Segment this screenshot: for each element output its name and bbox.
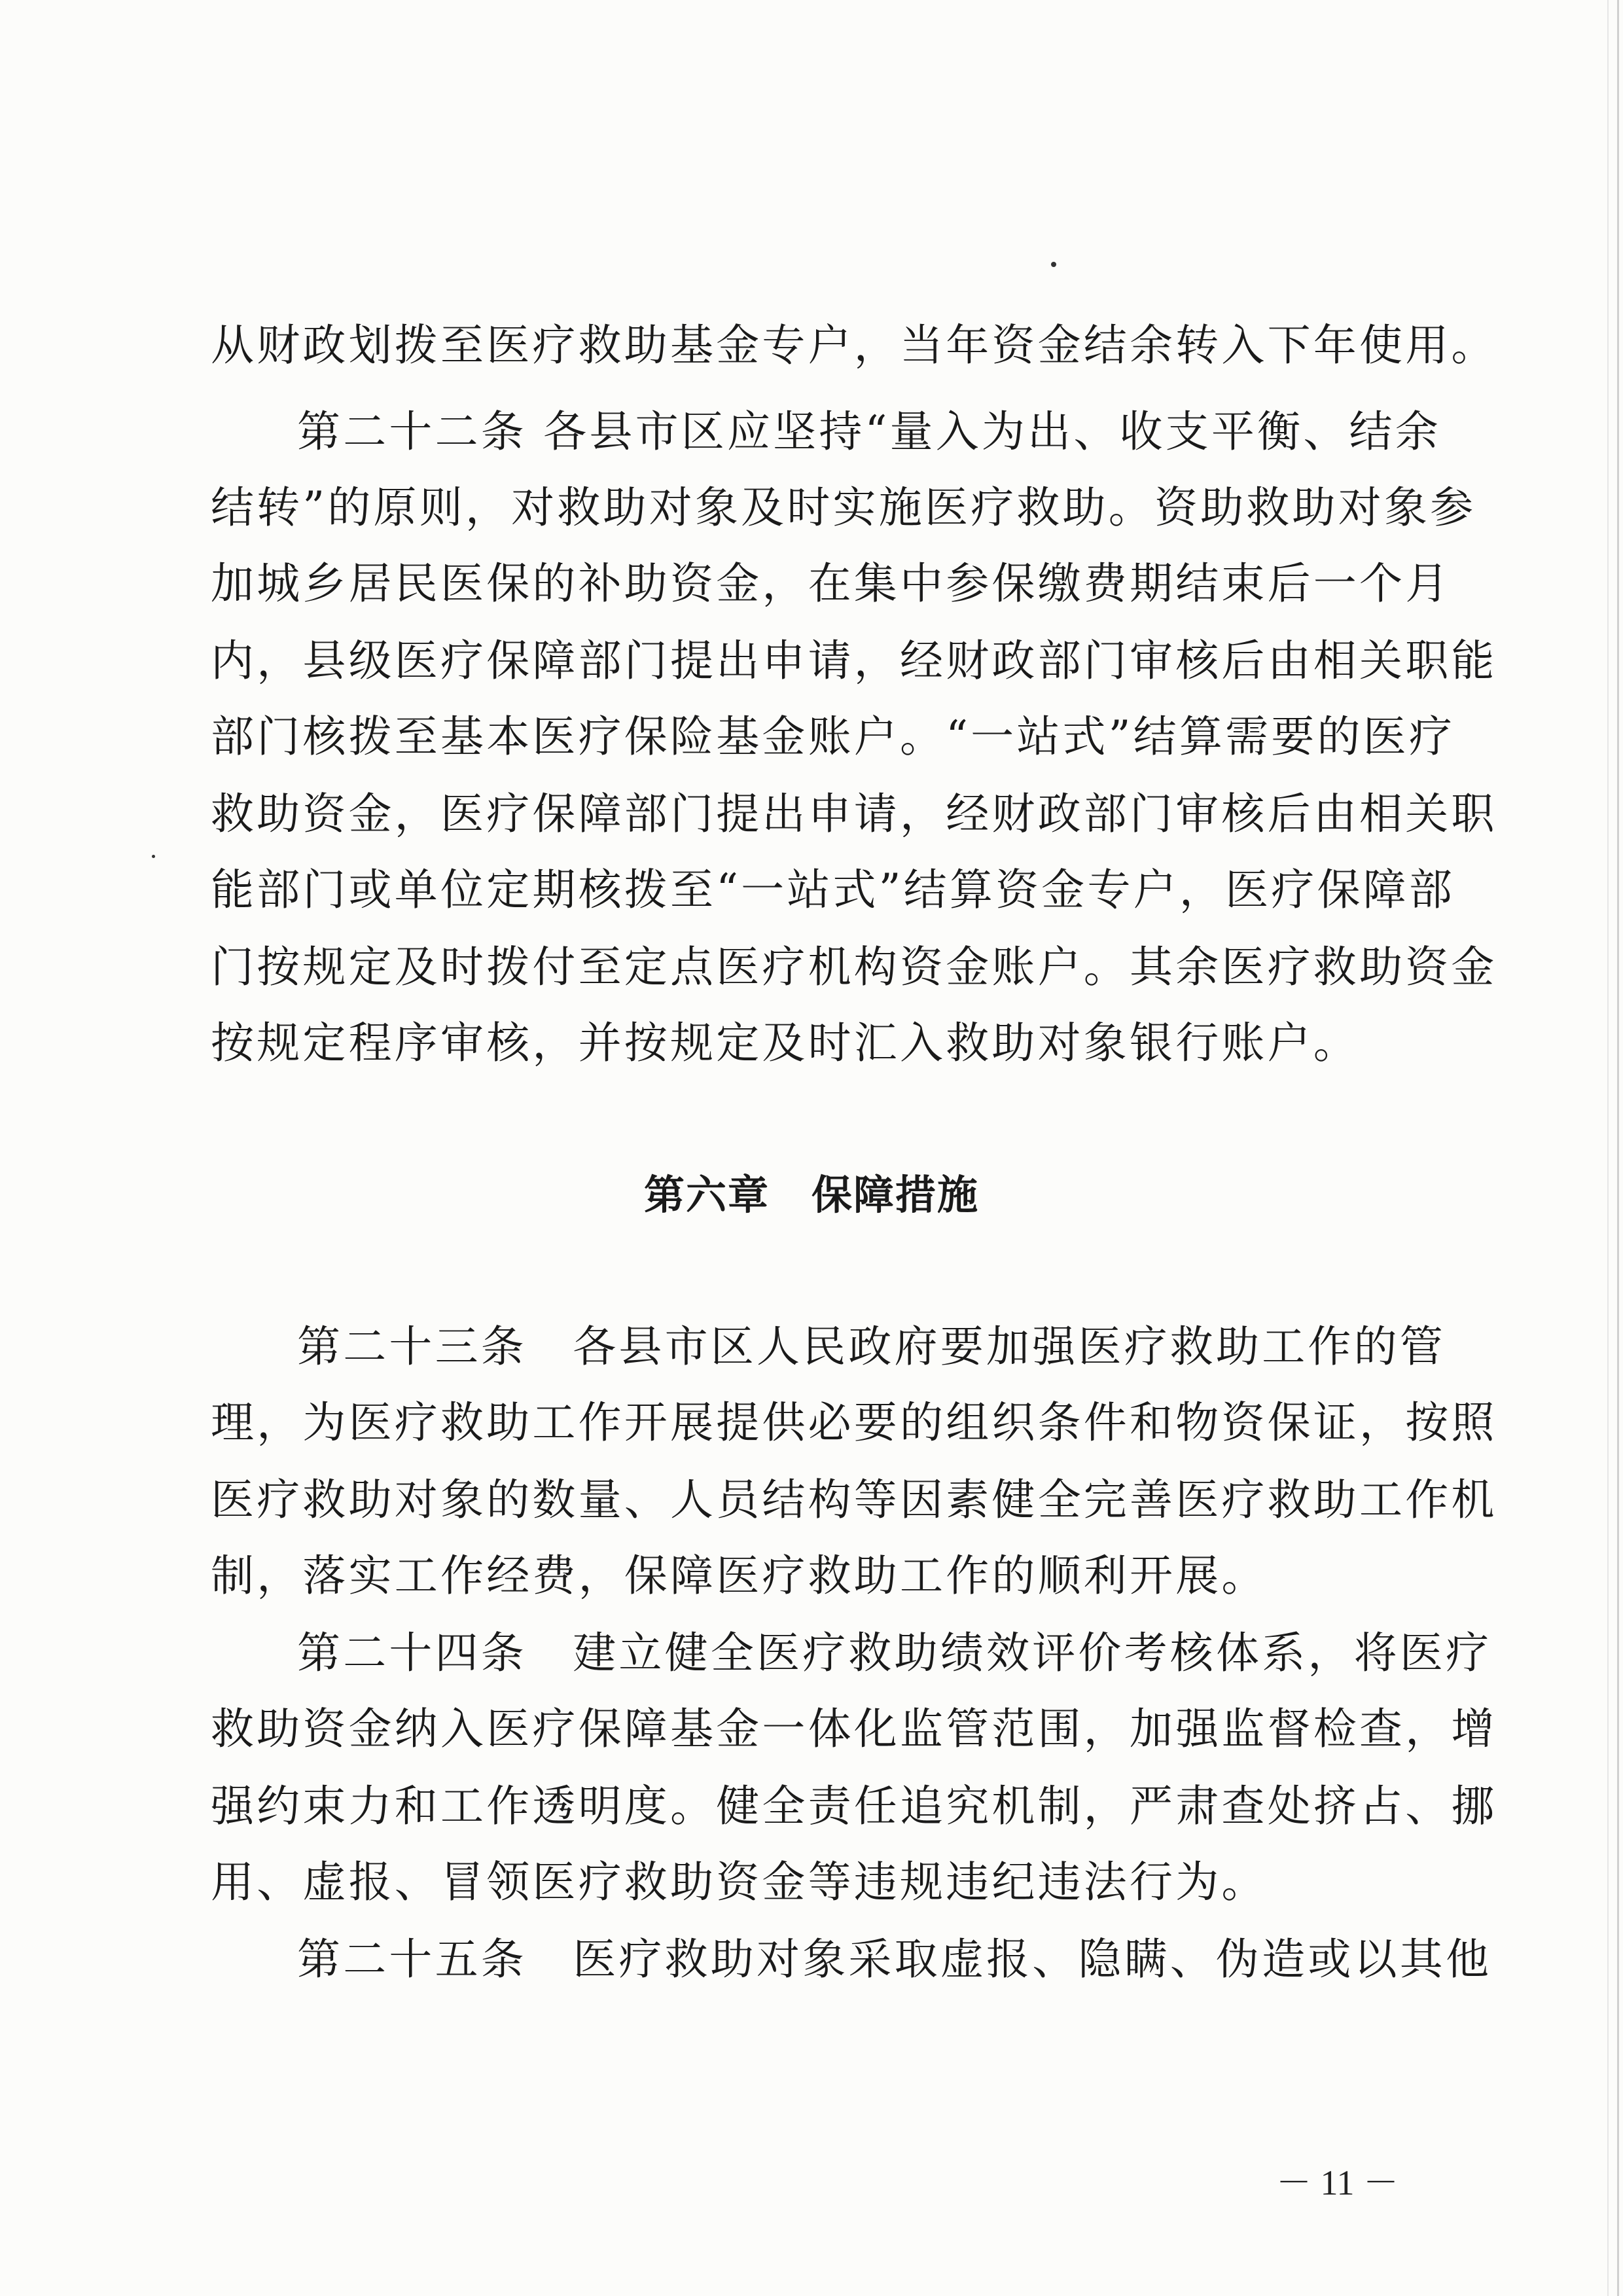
article-22-line: 第二十二条 各县市区应坚持“量入为出、收支平衡、结余 xyxy=(297,406,1441,457)
chapter-heading: 第六章 保障措施 xyxy=(643,1171,979,1219)
paragraph-line: 从财政划拨至医疗救助基金专户，当年资金结余转入下年使用。 xyxy=(211,320,1497,370)
page-edge-shadow xyxy=(1617,0,1619,2296)
scan-speck xyxy=(1051,262,1056,267)
article-24-line: 第二十四条 建立健全医疗救助绩效评价考核体系，将医疗 xyxy=(297,1628,1492,1678)
page-number: － 11 － xyxy=(1276,2163,1399,2202)
article-22-line: 能部门或单位定期核拨至“一站式”结算资金专户，医疗保障部 xyxy=(211,865,1455,915)
article-22-line: 部门核拨至基本医疗保险基金账户。“一站式”结算需要的医疗 xyxy=(211,711,1455,762)
article-23-line: 第二十三条 各县市区人民政府要加强医疗救助工作的管 xyxy=(297,1321,1446,1372)
article-22-line: 内，县级医疗保障部门提出申请，经财政部门审核后由相关职能 xyxy=(211,636,1497,686)
article-23-line: 医疗救助对象的数量、人员结构等因素健全完善医疗救助工作机 xyxy=(211,1475,1497,1525)
article-24-line: 用、虚报、冒领医疗救助资金等违规违纪违法行为。 xyxy=(211,1857,1268,1907)
page-edge-line xyxy=(1607,0,1609,2296)
article-22-line: 门按规定及时拨付至定点医疗机构资金账户。其余医疗救助资金 xyxy=(211,942,1497,992)
article-23-line: 制，落实工作经费，保障医疗救助工作的顺利开展。 xyxy=(211,1551,1268,1601)
article-23-line: 理，为医疗救助工作开展提供必要的组织条件和物资保证，按照 xyxy=(211,1397,1497,1448)
article-22-line: 结转”的原则，对救助对象及时实施医疗救助。资助救助对象参 xyxy=(211,482,1476,533)
article-24-line: 救助资金纳入医疗保障基金一体化监管范围，加强监督检查，增 xyxy=(211,1704,1497,1754)
article-24-line: 强约束力和工作透明度。健全责任追究机制，严肃查处挤占、挪 xyxy=(211,1781,1497,1831)
article-22-line: 加城乡居民医保的补助资金，在集中参保缴费期结束后一个月 xyxy=(211,558,1452,609)
article-25-line: 第二十五条 医疗救助对象采取虚报、隐瞒、伪造或以其他 xyxy=(297,1934,1492,1984)
scan-speck xyxy=(152,855,155,858)
article-22-line: 按规定程序审核，并按规定及时汇入救助对象银行账户。 xyxy=(211,1018,1359,1068)
article-22-line: 救助资金，医疗保障部门提出申请，经财政部门审核后由相关职 xyxy=(211,789,1497,839)
